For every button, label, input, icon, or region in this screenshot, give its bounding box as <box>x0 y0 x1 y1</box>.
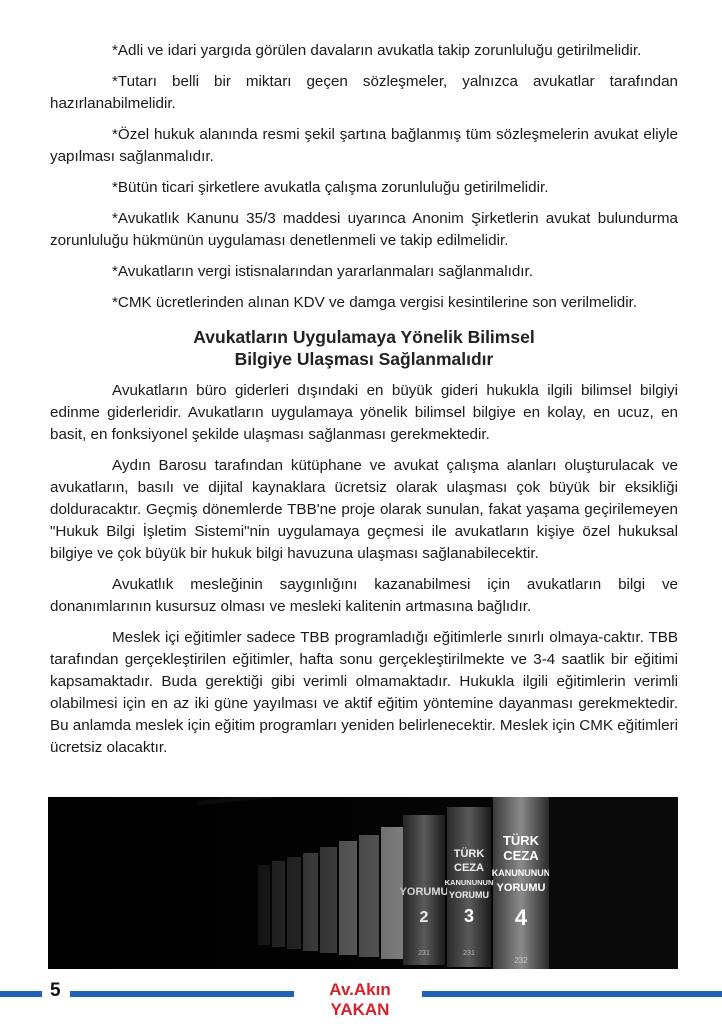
law-books-illustration <box>48 797 678 969</box>
footer-accent-bar <box>422 991 722 997</box>
footer-accent-bar <box>70 991 294 997</box>
section-title-line-2: Bilgiye Ulaşması Sağlanmalıdır <box>234 349 494 369</box>
body-paragraph: Meslek içi eğitimler sadece TBB programladığı eğitimlerle sınırlı olmaya-caktır. TBB tarafından gerçekleştirilen eğitimler, hafta sonu gerçekleştirilmekte ve 3-4 saatlik bir eğitimi kapsamaktadır. Buda gerektiği gibi verimli olmamaktadır. Hukukla ilgili eğitimlerin verimli olabilmesi için en az iki güne yayılması ve aktif eğitim yöntemine dayanması gerekmektedir. Bu anlamda meslek için eğitim programları yeniden belirlenecektir. Meslek için CMK eğitimleri ücretsiz olacaktır. <box>50 629 678 756</box>
author-name: Av.Akın YAKAN <box>329 980 391 1019</box>
section-title-line-1: Avukatların Uygulamaya Yönelik Bilimsel <box>193 327 535 347</box>
footer-accent-bar <box>0 991 42 997</box>
section-title <box>50 326 678 370</box>
bullet-paragraph: *Tutarı belli bir miktarı geçen sözleşmeler, yalnızca avukatlar tarafından hazırlanabilmelidir. <box>50 73 678 112</box>
bullet-paragraph: *Bütün ticari şirketlere avukatla çalışma zorunluluğu getirilmelidir. <box>112 179 549 196</box>
bullet-paragraph: *Avukatlık Kanunu 35/3 maddesi uyarınca Anonim Şirketlerin avukat bulundurma zorunluluğu hükmünün uygulaması denetlenmeli ve takip edilmelidir. <box>50 210 678 249</box>
law-books-photo <box>48 797 678 969</box>
body-paragraph: Aydın Barosu tarafından kütüphane ve avukat çalışma alanları oluşturulacak ve avukatların, basılı ve dijital kaynaklara ücretsiz olarak ulaşması çok büyük bir eksikliği dolduracaktır. Geçmiş dönemlerde TBB'ne proje olarak sunulan, fakat yaşama geçirilemeyen "Hukuk Bilgi İşletim Sistemi"nin uygulamaya geçmesi ile avukatların kişiye özel hukuksal bilgiye ve çok büyük bir hukuk bilgi havuzuna ulaşması sağlanabilecektir. <box>50 457 678 562</box>
bullet-paragraph: *Adli ve idari yargıda görülen davaların avukatla takip zorunluluğu getirilmelidir. <box>112 42 642 59</box>
page-footer <box>0 978 722 1019</box>
bullet-paragraph: *CMK ücretlerinden alınan KDV ve damga vergisi kesintilerine son verilmelidir. <box>112 294 638 311</box>
body-paragraph: Avukatlık mesleğinin saygınlığını kazanabilmesi için avukatların bilgi ve donanımlarının kusursuz olması ve mesleki kalitenin artmasına bağlıdır. <box>50 576 678 615</box>
bullet-paragraph: *Avukatların vergi istisnalarından yararlanmaları sağlanmalıdır. <box>112 263 533 280</box>
body-paragraph: Avukatların büro giderleri dışındaki en büyük gideri hukukla ilgili bilimsel bilgiyi edinme giderleridir. Avukatların uygulamaya yönelik bilimsel bilgiye en kolay, en ucuz, en basit, en fonksiyonel şekilde ulaşması sağlanması gerekmektedir. <box>50 382 678 443</box>
page-number: 5 <box>50 980 61 1001</box>
page-body <box>50 40 678 768</box>
bullet-paragraph: *Özel hukuk alanında resmi şekil şartına bağlanmış tüm sözleşmelerin avukat eliyle yapılması sağlanmalıdır. <box>50 126 678 165</box>
